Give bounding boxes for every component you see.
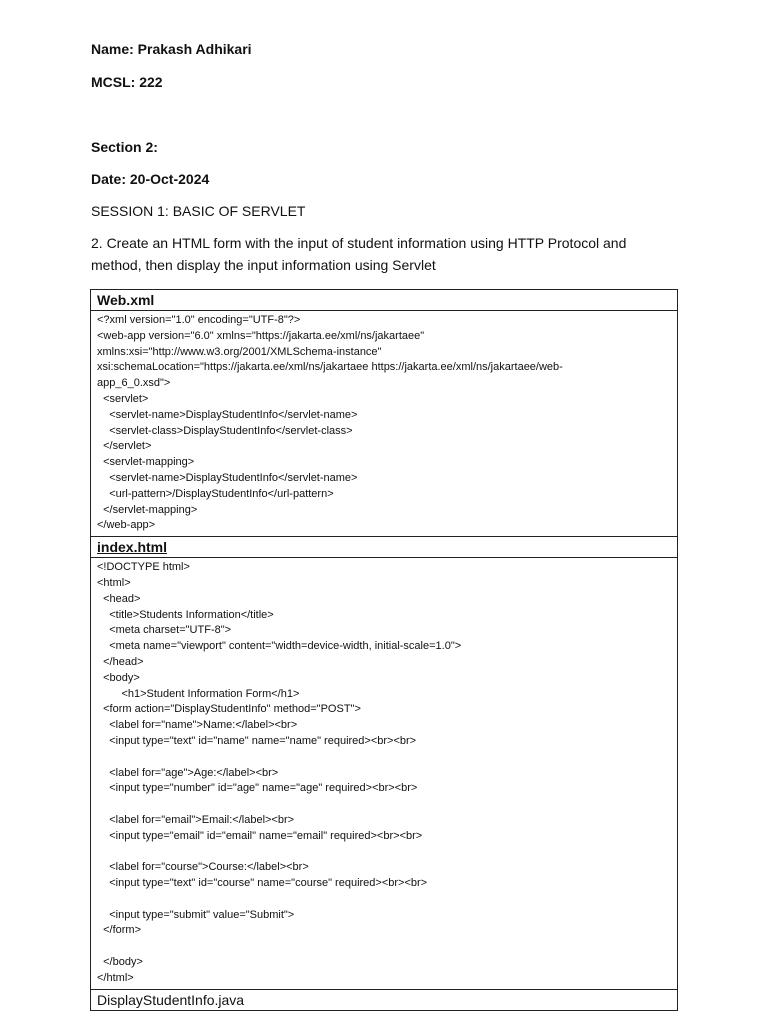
index-html-code [97, 560, 671, 987]
code-line: <servlet> [97, 392, 149, 405]
code-line: <body> [97, 671, 140, 684]
code-line: <html> [97, 576, 131, 589]
code-line: </head> [97, 655, 144, 668]
web-xml-title-row [91, 290, 678, 311]
session-heading: SESSION 1: BASIC OF SERVLET [91, 203, 306, 219]
code-line: <!DOCTYPE html> [97, 561, 190, 574]
code-line: <h1>Student Information Form</h1> [97, 687, 300, 700]
java-file-title-row [91, 989, 678, 1010]
code-table [90, 289, 678, 1011]
student-name: Name: Prakash Adhikari [91, 41, 252, 57]
code-line: <servlet-name>DisplayStudentInfo</servlet-name> [97, 471, 358, 484]
code-line [97, 892, 671, 908]
code-line: <?xml version="1.0" encoding="UTF-8"?> [97, 314, 301, 326]
code-line: </form> [97, 924, 142, 937]
code-line: <input type="number" id="age" name="age" required><br><br> [97, 782, 418, 795]
code-line: <input type="text" id="course" name="course" required><br><br> [97, 877, 428, 890]
question-text: 2. Create an HTML form with the input of student information using HTTP Protocol and method, then display the input information using Servlet [91, 235, 627, 273]
index-html-code-row [91, 558, 678, 990]
code-line [97, 750, 671, 766]
code-line: <title>Students Information</title> [97, 608, 274, 621]
code-line [97, 845, 671, 861]
code-line: </web-app> [97, 519, 156, 532]
code-line: <servlet-class>DisplayStudentInfo</servlet-class> [97, 424, 353, 437]
code-line: <web-app version="6.0" xmlns="https://jakarta.ee/xml/ns/jakartaee" [97, 329, 425, 342]
code-line: <label for="name">Name:</label><br> [97, 719, 298, 732]
code-line: </servlet> [97, 440, 152, 453]
index-html-title: index.html [97, 539, 168, 556]
code-line: <input type="submit" value="Submit"> [97, 908, 295, 921]
code-line: <meta name="viewport" content="width=device-width, initial-scale=1.0"> [97, 640, 462, 653]
code-line: </html> [97, 971, 134, 984]
web-xml-code [97, 313, 671, 534]
course-code: MCSL: 222 [91, 74, 163, 90]
date-label: Date: 20-Oct-2024 [91, 171, 210, 187]
code-line: <label for="email">Email:</label><br> [97, 813, 295, 826]
code-line: <servlet-mapping> [97, 456, 195, 469]
java-file-title: DisplayStudentInfo.java [97, 991, 245, 1008]
code-line: app_6_0.xsd"> [97, 377, 171, 390]
code-line: <label for="age">Age:</label><br> [97, 766, 279, 779]
code-line: <input type="text" id="name" name="name" required><br><br> [97, 734, 417, 747]
code-line: <meta charset="UTF-8"> [97, 624, 232, 637]
code-line: <input type="email" id="email" name="email" required><br><br> [97, 829, 423, 842]
code-line [97, 797, 671, 813]
web-xml-code-row [91, 311, 678, 537]
code-line: </servlet-mapping> [97, 503, 198, 516]
code-line [97, 939, 671, 955]
code-line: <label for="course">Course:</label><br> [97, 861, 309, 874]
code-line: <form action="DisplayStudentInfo" method="POST"> [97, 703, 361, 716]
section-label: Section 2: [91, 139, 158, 155]
code-line: xsi:schemaLocation="https://jakarta.ee/xml/ns/jakartaee https://jakarta.ee/xml/ns/jakartaee/web- [97, 361, 563, 374]
code-line: <url-pattern>/DisplayStudentInfo</url-pattern> [97, 487, 334, 500]
code-line: <head> [97, 592, 141, 605]
code-line: xmlns:xsi="http://www.w3.org/2001/XMLSchema-instance" [97, 345, 382, 358]
code-line: </body> [97, 956, 143, 969]
index-html-title-row [91, 537, 678, 558]
code-line: <servlet-name>DisplayStudentInfo</servlet-name> [97, 408, 358, 421]
web-xml-title: Web.xml [97, 292, 155, 308]
